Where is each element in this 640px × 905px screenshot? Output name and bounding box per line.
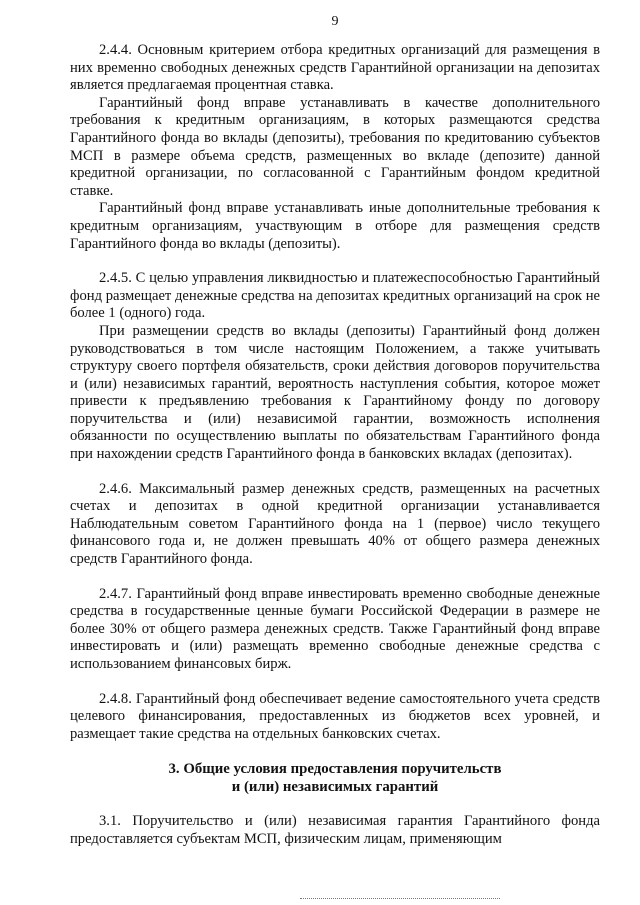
- paragraph-gap: [70, 464, 600, 481]
- paragraph-2-4-7: 2.4.7. Гарантийный фонд вправе инвестировать временно свободные денежные средства в государственные ценные бумаги Российской Федерации в размере не более 30% от общего размера денежных средств. Также Гарантийный фонд вправе инвестировать и (или) размещать временно свободные денежные средства с использованием финансовых бирж.: [70, 585, 600, 672]
- section-title-line-2: и (или) независимых гарантий: [231, 779, 439, 796]
- paragraph-2-4-4-additional-requirement: Гарантийный фонд вправе устанавливать в качестве дополнительного требования к кредитным организациям, в которых размещаются средства Гарантийного фонда во вклады (депозиты), требования по кредитованию субъектов МСП в размере объема средств, размещенных во вкладе (депозите) данной кредитной организации, по согласованной с Гарантийным фондом кредитной ставке.: [70, 94, 600, 199]
- document-body: [70, 42, 600, 849]
- section-title: [70, 760, 600, 796]
- paragraph-gap: [70, 674, 600, 691]
- paragraph-gap: [70, 796, 600, 813]
- page-number: 9: [331, 14, 339, 29]
- paragraph-2-4-8: 2.4.8. Гарантийный фонд обеспечивает ведение самостоятельного учета средств целевого финансирования, предоставленных из бюджетов всех уровней, и размещает такие средства на отдельных банковских счетах.: [70, 690, 600, 742]
- paragraph-gap: [70, 743, 600, 760]
- page-edge-mark: [300, 898, 500, 901]
- paragraph-2-4-5-deposit-placement: При размещении средств во вклады (депозиты) Гарантийный фонд должен руководствоваться в том числе настоящим Положением, а также учитывать структуру своего портфеля обязательств, сроки действия договоров поручительства и (или) независимых гарантий, вероятность наступления события, которое может привести к предъявлению требования к Гарантийному фонду по договору поручительства и (или) независимой гарантии, возможность исполнения обязанности по осуществлению выплаты по обязательствам Гарантийного фонда при нахождении средств Гарантийного фонда в банковских вкладах (депозитах).: [70, 322, 600, 463]
- paragraph-2-4-5: 2.4.5. С целью управления ликвидностью и платежеспособностью Гарантийный фонд размещает денежные средства на депозитах кредитных организаций на срок не более 1 (одного) года.: [70, 270, 600, 322]
- paragraph-3-1: 3.1. Поручительство и (или) независимая гарантия Гарантийного фонда предоставляется субъектам МСП, физическим лицам, применяющим: [70, 813, 600, 847]
- section-title-line-1: 3. Общие условия предоставления поручительств: [168, 761, 502, 778]
- paragraph-2-4-4-other-requirements: Гарантийный фонд вправе устанавливать иные дополнительные требования к кредитным организациям, участвующим в отборе для размещения средств Гарантийного фонда во вклады (депозиты).: [70, 200, 600, 252]
- paragraph-gap: [70, 569, 600, 586]
- paragraph-2-4-4: 2.4.4. Основным критерием отбора кредитных организаций для размещения в них временно свободных денежных средств Гарантийной организации на депозитах является предлагаемая процентная ставка.: [70, 42, 600, 94]
- paragraph-gap: [70, 253, 600, 270]
- paragraph-2-4-6: 2.4.6. Максимальный размер денежных средств, размещенных на расчетных счетах и депозитах в одной кредитной организации устанавливается Наблюдательным советом Гарантийного фонда на 1 (первое) число текущего финансового года и, не должен превышать 40% от общего размера денежных средств Гарантийного фонда.: [70, 480, 600, 568]
